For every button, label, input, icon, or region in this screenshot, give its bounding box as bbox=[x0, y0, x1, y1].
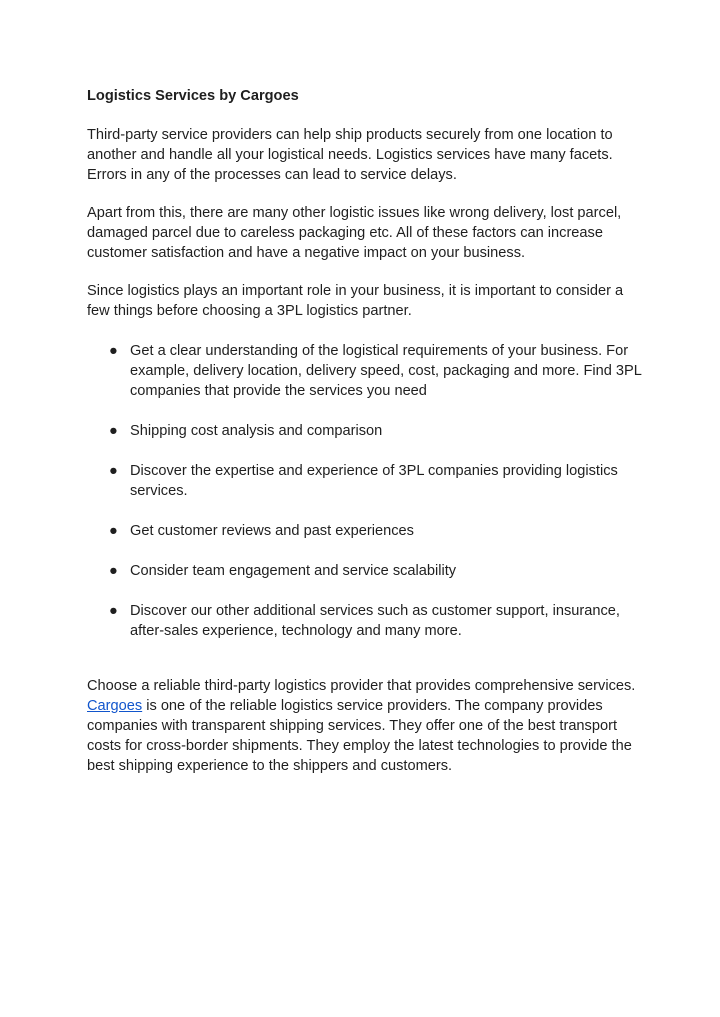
list-item-text: Discover our other additional services such as customer support, insurance, after-sales experience, technology and many more. bbox=[130, 603, 620, 639]
paragraph-closing bbox=[87, 676, 647, 776]
list-item-text: Consider team engagement and service scalability bbox=[130, 563, 457, 579]
document-title: Logistics Services by Cargoes bbox=[87, 88, 299, 104]
bullet-icon: ● bbox=[109, 563, 118, 579]
list-item bbox=[87, 421, 647, 441]
bullet-icon: ● bbox=[109, 423, 118, 439]
list-item bbox=[87, 461, 647, 501]
bullet-icon: ● bbox=[109, 463, 118, 479]
paragraph-issues: Apart from this, there are many other logistic issues like wrong delivery, lost parcel, damaged parcel due to careless packaging etc. All of these factors can increase customer satisfaction and have a negative impact on your business. bbox=[87, 205, 622, 261]
bullet-icon: ● bbox=[109, 343, 118, 359]
document-body bbox=[87, 86, 647, 794]
list-item bbox=[87, 601, 647, 641]
list-item-text: Get customer reviews and past experiences bbox=[130, 523, 414, 539]
list-item bbox=[87, 521, 647, 541]
list-item bbox=[87, 341, 647, 401]
paragraph-intro: Third-party service providers can help ship products securely from one location to another and handle all your logistical needs. Logistics services have many facets. Errors in any of the processes can lead to service delays. bbox=[87, 127, 613, 183]
list-item bbox=[87, 561, 647, 581]
paragraph-considerations: Since logistics plays an important role in your business, it is important to consider a few things before choosing a 3PL logistics partner. bbox=[87, 283, 624, 319]
list-item-text: Discover the expertise and experience of 3PL companies providing logistics services. bbox=[130, 463, 618, 499]
list-item-text: Get a clear understanding of the logistical requirements of your business. For example, delivery location, delivery speed, cost, packaging and more. Find 3PL companies that provide the services you need bbox=[130, 343, 642, 399]
bullet-icon: ● bbox=[109, 523, 118, 539]
bullet-icon: ● bbox=[109, 603, 118, 619]
cargoes-link[interactable]: Cargoes bbox=[87, 698, 143, 714]
closing-text-before-link: Choose a reliable third-party logistics provider that provides comprehensive services. bbox=[87, 678, 636, 694]
considerations-list bbox=[87, 341, 647, 641]
list-item-text: Shipping cost analysis and comparison bbox=[130, 423, 383, 439]
closing-text-after-link: is one of the reliable logistics service providers. The company provides companies with transparent shipping services. They offer one of the best transport costs for cross-border shipments. They employ the latest technologies to provide the best shipping experience to the shippers and customers. bbox=[87, 698, 632, 774]
